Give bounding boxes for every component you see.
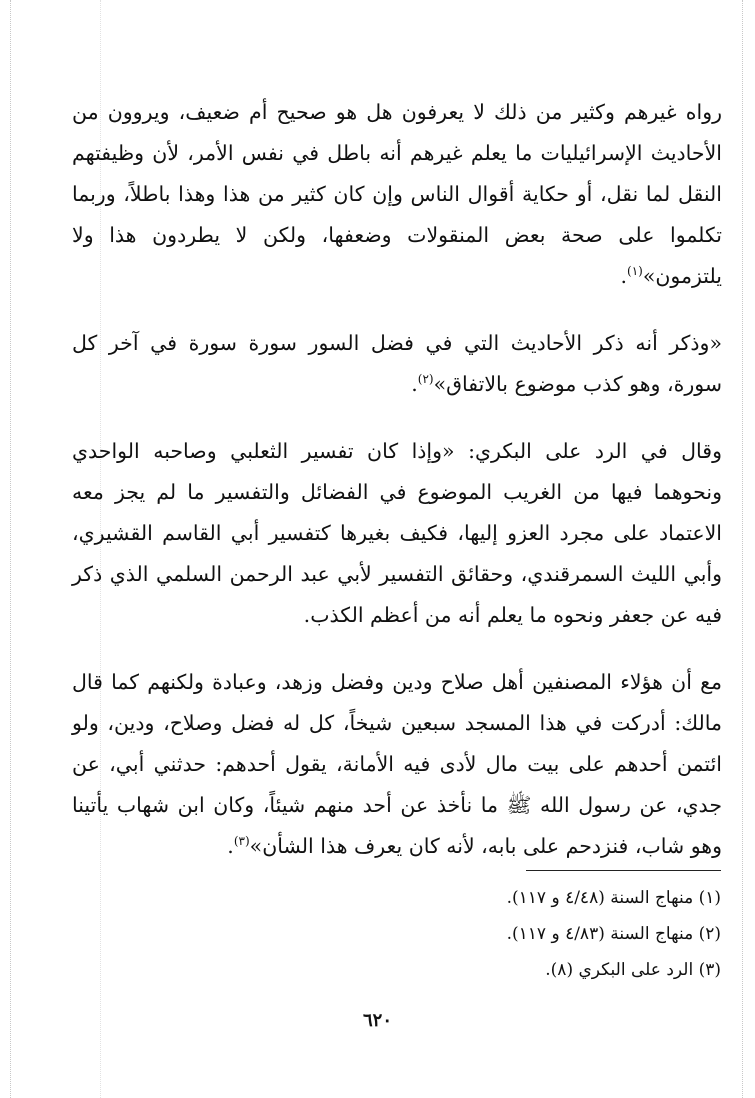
footnote-3: (٣) الرد على البكري (٨). [545,960,721,980]
paragraph-end: . [227,834,234,858]
footnote-ref-1: (١) [627,264,643,279]
paragraph-end: . [620,264,627,288]
paragraph-4 [72,662,722,867]
paragraph-2 [72,323,722,405]
footnote-ref-2: (٢) [417,372,434,387]
footnote-1: (١) منهاج السنة (٤/٤٨ و ١١٧). [506,888,721,908]
footnote-2: (٢) منهاج السنة (٤/٨٣ و ١١٧). [506,924,721,944]
footnote-separator [526,870,721,871]
footnote-ref-3: (٣) [233,834,250,849]
paragraph-3 [72,431,722,636]
paragraph-text: رواه غيرهم وكثير من ذلك لا يعرفون هل هو صحيح أم ضعيف، ويروون من الأحاديث الإسرائيليات ما يعلم غيرهم أنه باطل في نفس الأمر، لأن وظيفتهم النقل لما نقل، أو حكاية أقوال الناس وإن كان كثير من هذا وهذا باطلاً، وربما تكلموا على صحة بعض المنقولات وضعفها، ولكن لا يطردون هذا ولا يلتزمون» [72,100,722,288]
scan-guide-line [10,0,11,1098]
paragraph-text: «وذكر أنه ذكر الأحاديث التي في فضل السور سورة سورة في آخر كل سورة، وهو كذب موضوع بالاتفاق» [72,331,722,396]
main-text [72,92,722,893]
scan-guide-line [742,0,743,1098]
paragraph-1 [72,92,722,297]
paragraph-text: مع أن هؤلاء المصنفين أهل صلاح ودين وفضل وزهد، وعبادة ولكنهم كما قال مالك: أدركت في هذا المسجد سبعين شيخاً، كل له فضل وصلاح، ودين، ولو ائتمن أحدهم على بيت مال لأدى فيه الأمانة، يقول أحدهم: حدثني أبي، عن جدي، عن رسول الله ﷺ ما نأخذ عن أحد منهم شيئاً، وكان ابن شهاب يأتينا وهو شاب، فنزدحم على بابه، لأنه كان يعرف هذا الشأن» [72,670,722,858]
page-number: ٦٢٠ [362,1010,392,1031]
paragraph-end: . [411,372,418,396]
footnotes [81,880,721,988]
paragraph-text: وقال في الرد على البكري: «وإذا كان تفسير الثعلبي وصاحبه الواحدي ونحوهما فيها من الغريب الموضوع في الفضائل والتفسير ما لم يجز معه الاعتماد على مجرد العزو إليها، فكيف بغيرها كتفسير أبي القاسم القشيري، وأبي الليث السمرقندي، وحقائق التفسير لأبي عبد الرحمن السلمي الذي ذكر فيه عن جعفر ونحوه ما يعلم أنه من أعظم الكذب. [72,439,722,627]
